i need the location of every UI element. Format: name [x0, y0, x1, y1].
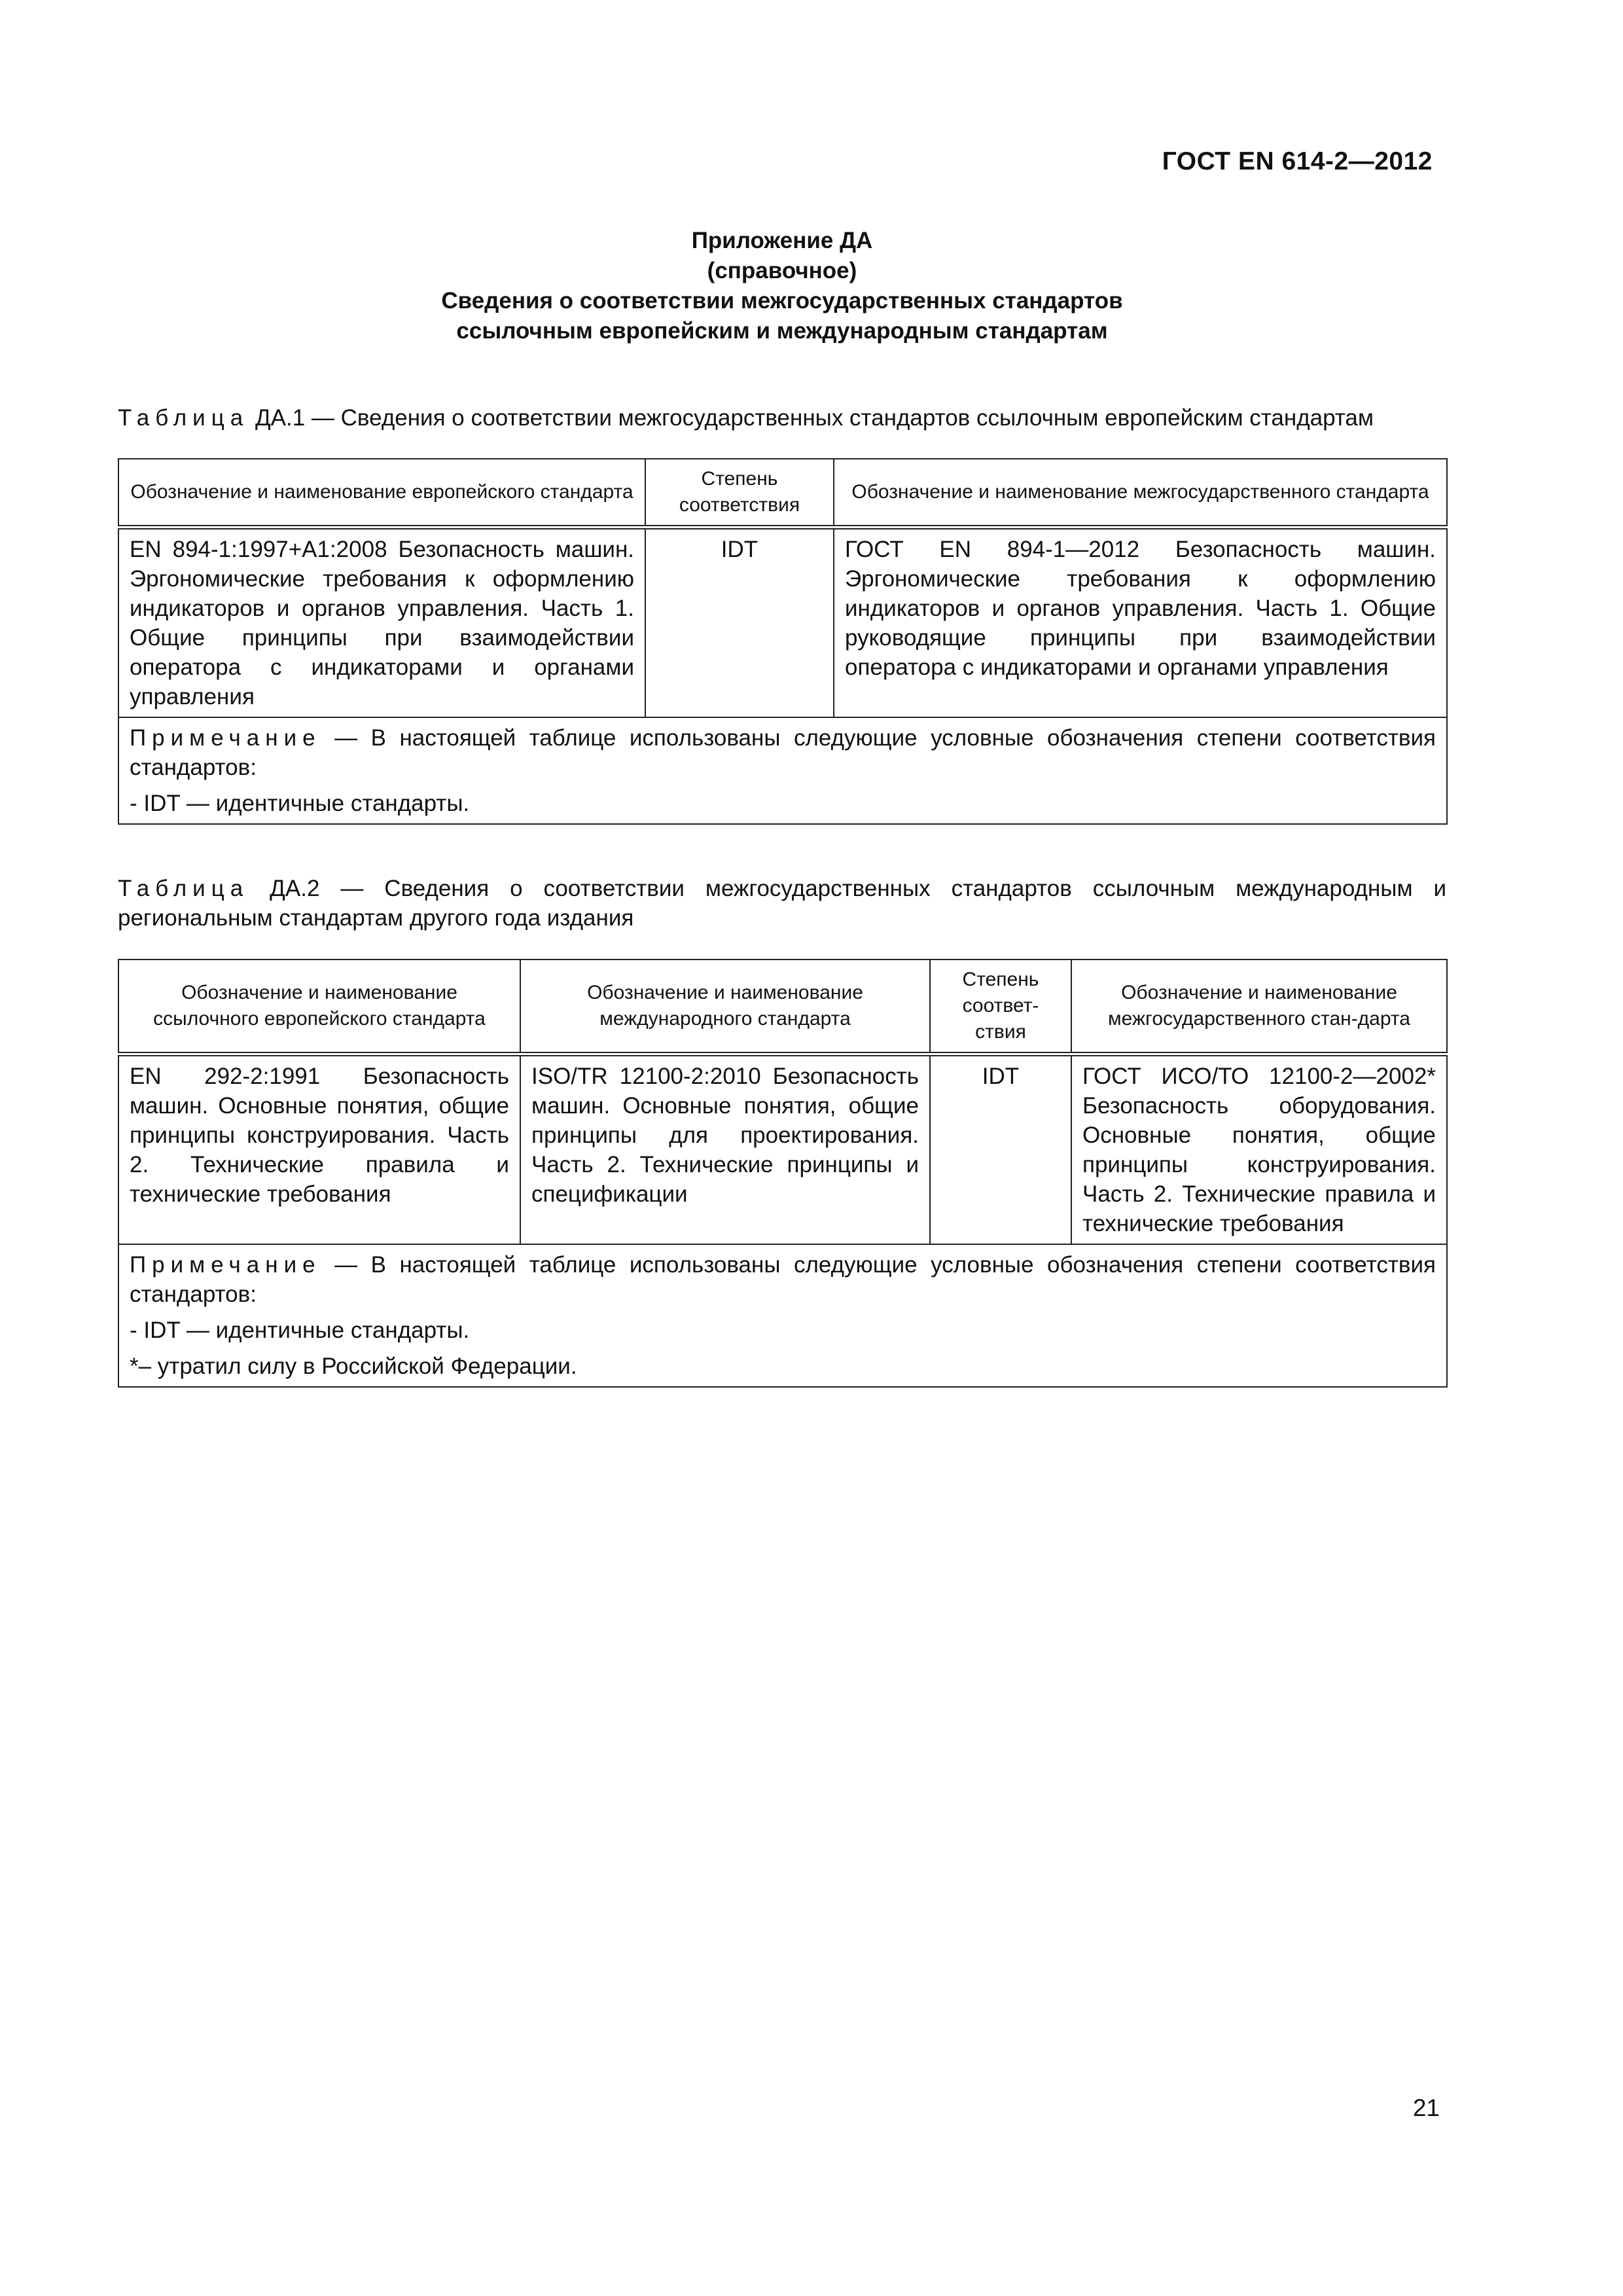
table1-cell-european: EN 894-1:1997+A1:2008 Безопасность машин. Эргономические требования к оформлению индикаторов и органов управления. Часть 1. Общие принципы при взаимодействии оператора с индикаторами и органами управления: [118, 528, 645, 718]
table2: [118, 959, 1448, 1388]
table1-note-label: Примечание: [130, 725, 321, 751]
table1-note: [118, 717, 1447, 824]
table1-header-degree: Степень соответствия: [645, 459, 834, 528]
table2-header-international: Обозначение и наименование международного стандарта: [520, 960, 930, 1054]
table-row: [118, 528, 1447, 718]
table1-cell-degree: IDT: [645, 528, 834, 718]
appendix-subtitle: (справочное): [707, 258, 857, 283]
table2-note-label: Примечание: [130, 1252, 321, 1278]
table-row: [118, 1054, 1447, 1245]
table2-caption-label: Таблица: [118, 876, 249, 901]
table2-note-row: [118, 1244, 1447, 1387]
table1-header-european: Обозначение и наименование европейского стандарта: [118, 459, 645, 528]
table2-cell-degree: IDT: [930, 1054, 1071, 1245]
table1-header-row: [118, 459, 1447, 528]
table1-header-interstate: Обозначение и наименование межгосударственного стандарта: [834, 459, 1447, 528]
table2-note-paragraph: [130, 1250, 1436, 1309]
table2-cell-international: ISO/TR 12100-2:2010 Безопасность машин. Основные понятия, общие принципы для проектирования. Часть 2. Технические принципы и спецификации: [520, 1054, 930, 1245]
appendix-heading-line-1: Сведения о соответствии межгосударственных стандартов: [441, 288, 1123, 314]
page-number: 21: [1412, 2094, 1440, 2121]
table1-note-item: - IDT — идентичные стандарты.: [130, 791, 470, 816]
table2-header-european: Обозначение и наименование ссылочного европейского стандарта: [118, 960, 520, 1054]
table1-cell-interstate: ГОСТ EN 894-1—2012 Безопасность машин. Эргономические требования к оформлению индикаторов и органов управления. Часть 1. Общие руководящие принципы при взаимодействии оператора с индикаторами и органами управления: [834, 528, 1447, 718]
table1: [118, 458, 1448, 825]
table1-note-text: — В настоящей таблице использованы следующие условные обозначения степени соответствия стандартов:: [130, 725, 1436, 780]
appendix-heading: [118, 226, 1446, 346]
table2-caption: [118, 874, 1446, 933]
table2-header-degree: Степень соответ-ствия: [930, 960, 1071, 1054]
appendix-title: Приложение ДА: [691, 228, 873, 253]
table2-cell-interstate: ГОСТ ИСО/ТО 12100-2—2002* Безопасность оборудования. Основные понятия, общие принципы конструирования. Часть 2. Технические правила и технические требования: [1071, 1054, 1447, 1245]
table1-caption-text: ДА.1 — Сведения о соответствии межгосударственных стандартов ссылочным европейским стандартам: [249, 405, 1374, 431]
table2-note: [118, 1244, 1447, 1387]
table2-cell-european: EN 292-2:1991 Безопасность машин. Основные понятия, общие принципы конструирования. Часть 2. Технические правила и технические требования: [118, 1054, 520, 1245]
table2-note-item: - IDT — идентичные стандарты.: [130, 1318, 470, 1343]
table1-note-paragraph: [130, 723, 1436, 782]
appendix-heading-line-2: ссылочным европейским и международным стандартам: [456, 318, 1108, 344]
table2-header-row: [118, 960, 1447, 1054]
table2-caption-text: ДА.2 — Сведения о соответствии межгосударственных стандартов ссылочным международным и региональным стандартам другого года издания: [118, 876, 1446, 931]
table1-caption-label: Таблица: [118, 405, 249, 431]
table1-note-row: [118, 717, 1447, 824]
table2-header-interstate: Обозначение и наименование межгосударственного стан-дарта: [1071, 960, 1447, 1054]
table2-note-text: — В настоящей таблице использованы следующие условные обозначения степени соответствия стандартов:: [130, 1252, 1436, 1307]
document-code: ГОСТ EN 614-2—2012: [1162, 147, 1433, 175]
table1-caption: [118, 403, 1446, 433]
table2-footnote: *– утратил силу в Российской Федерации.: [130, 1354, 577, 1379]
